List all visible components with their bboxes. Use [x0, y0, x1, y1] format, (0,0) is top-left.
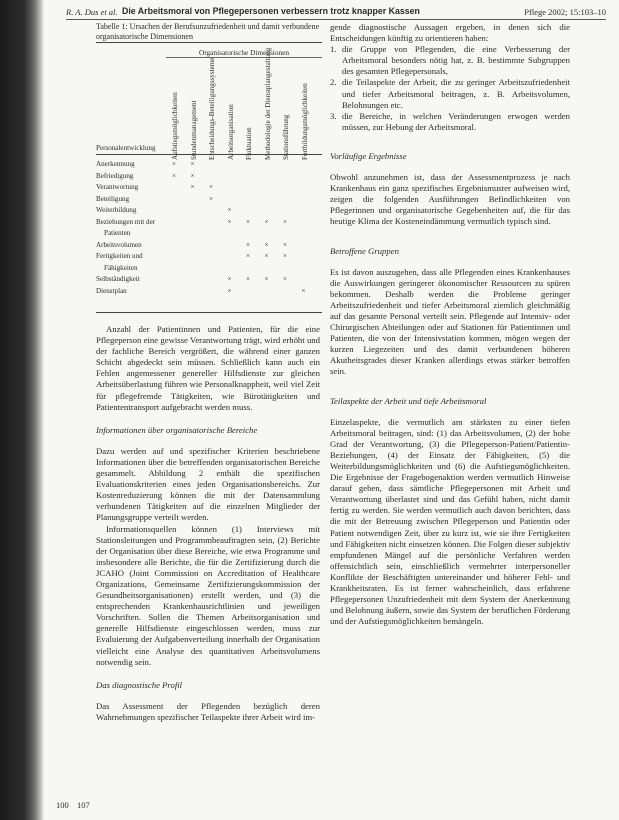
section-heading: Vorläufige Ergebnisse — [330, 150, 407, 161]
body-paragraph: Informationsquellen können (1) Interviews mit Stationsleitungen und Programmbeauftragten sein, (2) Berichte der Organisation über diese Bereiche, wie etwa Programme und insbesondere alle Berichte, die für die Zertifizierung durch die JCAHO (Joint Commission on Accreditation of Healthcare Organizations, Gemeinsame Zertifizierungskommission der Gesundheitsorganisationen) erstellt werden, und (3) die entsprechenden Krankenhausrichtlinien und jeweiligen Vorschriften. Sollen die Themen Arbeitsorganisation und generelle Hilfsdienste eingeschlossen werden, muss zur Evaluierung der Aufgabenverteilung innerhalb der Organisation vielleicht eine Analyse des quantitativen Arbeitsvolumens notwendig sein. — [96, 523, 320, 667]
table-header-rule — [96, 154, 322, 155]
table-cell-mark: × — [190, 160, 195, 168]
table-column-header: Fluktuation — [245, 127, 253, 160]
table-caption: Tabelle 1: Ursachen der Berufsunzufriedenheit und damit verbundene organisatorische Dimensionen — [96, 22, 320, 41]
table-cell-mark: × — [246, 252, 250, 260]
table-cell-mark: × — [190, 171, 195, 180]
table-column-header: Methodologie der Dienstplangestaltung — [263, 47, 272, 160]
body-paragraph: Es ist davon auszugehen, dass alle Pflegenden eines Krankenhauses die Auswirkungen geringerer ökonomischer Ressourcen zu spüren bekommen. Deshalb werden die Probleme geringer Arbeitszufriedenheit und tiefer Arbeitsmoral ziemlich gleichmäßig auf das gesamte Personal verteilt sein. Pflegende auf Intensiv- oder Chirurgischen Abteilungen oder auf Stationen für Patientinnen und Patienten, die von der Intensivstation kommen, mögen wegen der kurzen Liegezeiten und des damit verbundenen höheren Akutheitsgrades dieser Kranken allerdings etwas stärker betroffen sein. — [330, 266, 570, 377]
table-row-label: Anerkennung — [96, 160, 135, 168]
table-cell-mark: × — [227, 217, 232, 226]
header-title: Die Arbeitsmoral von Pflegepersonen verbessern trotz knapper Kassen — [122, 6, 420, 16]
table-column-header: Aufstiegsmöglichkeiten — [171, 92, 179, 160]
table-cell-mark: × — [209, 183, 213, 191]
table-group-header: Organisatorische Dimensionen — [166, 48, 322, 58]
body-paragraph: Obwohl anzunehmen ist, dass der Assessmentprozess je nach Krankenhaus ein ganz spezifisches Ergebnismuster aufweisen wird, zeigen die folgenden Ausführungen Befindlichkeiten von Pflegerinnen und organisatorische Gegebenheiten auf, die für das heutige Klima der Kosteneindämmung vermutlich typisch sind. — [330, 172, 570, 227]
section-heading: Informationen über organisatorische Bereiche — [96, 424, 258, 435]
header-journal: Pflege 2002; 15:103–10 — [524, 7, 606, 17]
table-cell-mark: × — [264, 240, 269, 249]
table-column-header: Stundenmanagement — [189, 100, 198, 160]
page-number-left: 100 — [56, 800, 69, 810]
section-heading: Betroffene Gruppen — [330, 245, 399, 256]
list-item: 1. die Gruppe von Pflegenden, die eine Verbesserung der Arbeitsmoral besonders nötig hat, z. B. bestimmte Subgruppen des gesamten Pflegepersonals, — [330, 44, 570, 77]
table-cell-mark: × — [283, 275, 287, 283]
table-cell-mark: × — [283, 240, 287, 249]
table-cell-mark: × — [246, 275, 250, 283]
table-cell-mark: × — [227, 286, 232, 295]
section-heading: Das diagnostische Profil — [96, 679, 183, 690]
table-cell-mark: × — [246, 217, 250, 226]
page-number-right: 107 — [77, 800, 90, 810]
table-cell-mark: × — [227, 206, 232, 214]
table-column-header: Entscheidungs-Beteiligungssysteme — [208, 57, 216, 160]
left-column — [96, 324, 320, 723]
table-cell-mark: × — [283, 252, 287, 260]
section-heading: Teilaspekte der Arbeit und tiefe Arbeitsmoral — [330, 395, 487, 406]
body-paragraph: Dazu werden auf und spezifischer Kriterien beschriebene Informationen über die betreffenden organisatorischen Bereiche gesammelt. Abbildung 2 enthält die spezifischen Evaluationskriterien eines jeden Organisationsbereichs. Zur Kostenreduzierung können die mit der Datensammlung verbundenen Tätigkeiten auf die einzelnen Mitglieder der Planungsgruppe verteilt werden. — [96, 445, 320, 523]
table-cell-mark: × — [264, 217, 269, 226]
list-item: 2. die Teilaspekte der Arbeit, die zu geringer Arbeitszufriedenheit und tiefer Arbeitsmoral beitragen, z. B. Arbeitsvolumen, Belohnungen etc. — [330, 77, 570, 110]
body-paragraph: Einzelaspekte, die vermutlich am stärksten zu einer tiefen Arbeitsmoral beitragen, sind: (1) das Arbeitsvolumen, (2) der hohe Grad der Verantwortung, (3) die Pflegeperson-Patient/Patientin-Beziehungen, (4) der Einsatz der Fähigkeiten, (5) die Weiterbildungsmöglichkeiten und (6) die Aufstiegsmöglichkeiten. Die Ergebnisse der Fragebogenaktion werden vermutlich Hinweise darauf geben, dass sämtliche Pflegepersonen mit Arbeit und Verantwortung überlastet sind und das Gefühl haben, nicht damit fertig zu werden. Sie werden vermutlich auch davon berichten, dass die mit der Betreuung zwischen Pflegeperson und Patientin oder Patient notwendigen Zeit, über zu kurz ist, wie sie ihre Fertigkeiten und Fähigkeiten nicht einsetzen können. Die Folgen dieser subjektiv empfundenen Mängel auf die persönliche Verfahren werden offensichtlich sein, einschließlich vermehrter interpersoneller Konflikte der Beschäftigten untereinander und höherer Fehl- und Krankheitsraten. Es ist ferner wahrscheinlich, dass erfahrene Pflegepersonen Unzufriedenheit mit dem System der Anerkennung und Belohnung äußern, sowie das System der beruflichen Förderung und der Aufstiegsmöglichkeiten bemängeln. — [330, 416, 570, 627]
table-bottom-rule — [96, 312, 322, 313]
header-author: R. A. Dus et al. — [66, 7, 118, 17]
table-cell-mark: × — [172, 171, 176, 180]
table-row-label: Beteiligung — [96, 194, 130, 203]
body-paragraph: Das Assessment der Pflegenden bezüglich deren Wahrnehmungen spezifischer Teilaspekte ihrer Arbeit wird im- — [96, 700, 320, 722]
table-row-label-cont: Patienten — [104, 229, 131, 237]
list-item: 3. die Bereiche, in welchen Veränderungen erwogen werden müssen, zur Hebung der Arbeitsmoral. — [330, 110, 570, 132]
table-row-label: Weiterbildung — [96, 206, 137, 214]
diagnostic-list — [330, 44, 570, 133]
table-cell-mark: × — [246, 240, 250, 249]
table-cell-mark: × — [190, 183, 195, 191]
table-row-label: Verantwortung — [96, 183, 139, 191]
dimensions-table — [96, 42, 322, 317]
table-row-label-cont: Fähigkeiten — [104, 263, 138, 272]
table-row-label: Selbständigkeit — [96, 275, 140, 283]
body-paragraph: Anzahl der Patientinnen und Patienten, für die eine Pflegeperson eine gewisse Verantwortung trägt, wird erhöht und der fachliche Bereich vergrößert, die während einer ganzen Schicht abgedeckt sein müssen. Schließlich kann auch ein Fehlen angemessener genereller Hilfsdienste zur gleichen Arbeitsüberlastung führen wie Personalknappheit, weil viel Zeit für pflegefremde Tätigkeiten, wie Bürotätigkeiten und Patiententransport aufgebracht werden muss. — [96, 324, 320, 412]
table-cell-mark: × — [209, 194, 213, 203]
table-top-rule — [96, 42, 322, 43]
table-row-label: Fertigkeiten und — [96, 252, 143, 260]
table-cell-mark: × — [264, 275, 269, 283]
body-paragraph: gende diagnostische Aussagen ergeben, in denen sich die Entscheidungen künftig zu orientieren haben: — [330, 22, 570, 44]
table-row-label: Befriedigung — [96, 171, 134, 180]
table-cell-mark: × — [227, 275, 232, 283]
table-cell-mark: × — [301, 286, 306, 295]
table-row-label: Arbeitsvolumen — [96, 240, 142, 249]
table-cell-mark: × — [264, 252, 269, 260]
table-column-header: Arbeitsorganisation — [226, 104, 235, 160]
table-row-label: Beziehungen mit der — [96, 217, 156, 226]
table-row-header: Personalentwicklung — [96, 144, 156, 152]
right-column — [330, 22, 570, 627]
table-cell-mark: × — [172, 160, 176, 168]
running-header — [66, 5, 606, 20]
table-cell-mark: × — [283, 217, 287, 226]
scan-shadow-margin — [0, 0, 44, 820]
table-column-header: Fortbildungsmöglichkeiten — [300, 83, 309, 160]
table-column-header: Stationsführung — [282, 114, 290, 160]
table-row-label: Dienstplan — [96, 286, 127, 295]
